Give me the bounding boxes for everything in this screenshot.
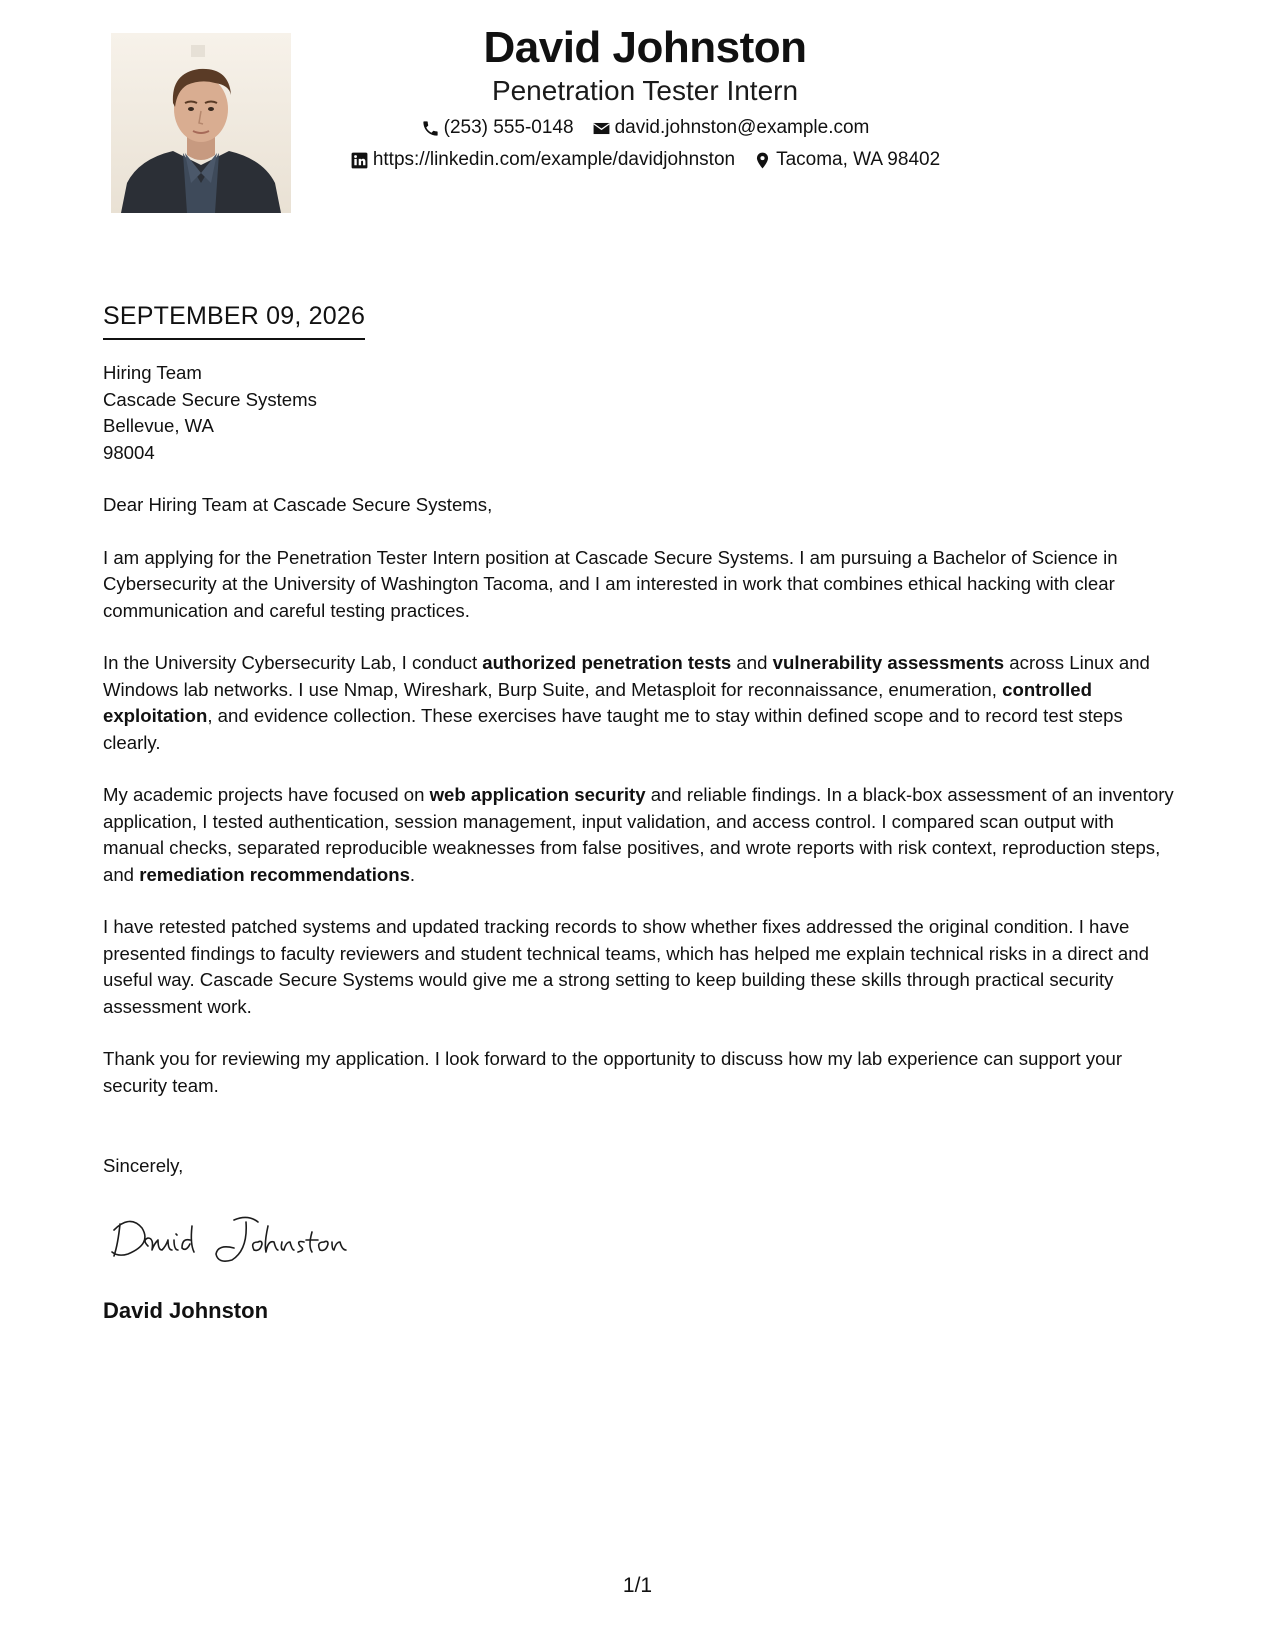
letter-date: SEPTEMBER 09, 2026 bbox=[103, 300, 365, 340]
linkedin-icon bbox=[350, 151, 369, 170]
applicant-title: Penetration Tester Intern bbox=[491, 75, 799, 106]
linkedin-text[interactable]: https://linkedin.com/example/davidjohnston bbox=[372, 149, 736, 170]
recipient-address bbox=[103, 360, 1178, 466]
paragraph-text: I am applying for the Penetration Tester Intern position at Cascade Secure Systems. I am pursuing a Bachelor of Science in Cybersecurity at the University of Washington Tacoma, and I am interested in work that combines ethical hacking with clear communication and careful testing practices. bbox=[103, 546, 1118, 621]
emphasized-phrase: authorized penetration tests bbox=[482, 652, 732, 673]
date-block bbox=[103, 300, 365, 340]
greeting: Dear Hiring Team at Cascade Secure Systems, bbox=[103, 494, 493, 515]
profile-photo bbox=[111, 33, 291, 213]
location-text: Tacoma, WA 98402 bbox=[776, 149, 941, 170]
paragraph-text: and reliable findings. In a black-box assessment of an inventory application, I tested authentication, session management, input validation, and access control. I compared scan output with manual checks, separated reproducible weaknesses from false positives, and wrote reports with risk context, reproduction steps, and bbox=[103, 784, 1174, 885]
paragraph-text: , and evidence collection. These exercises have taught me to stay within defined scope and to record test steps clearly. bbox=[103, 705, 1123, 753]
body-paragraph bbox=[103, 914, 1178, 1020]
paragraph-text: across Linux and Windows lab networks. I use Nmap, Wireshark, Burp Suite, and Metasploit for reconnaissance, enumeration, bbox=[103, 652, 1150, 700]
emphasized-phrase: web application security bbox=[429, 784, 646, 805]
contact-phone bbox=[421, 116, 574, 140]
contact-linkedin[interactable] bbox=[350, 148, 735, 172]
map-pin-icon bbox=[753, 151, 772, 170]
contact-location bbox=[753, 148, 940, 172]
signed-name: David Johnston bbox=[103, 1298, 269, 1323]
body-paragraphs bbox=[103, 545, 1178, 1100]
emphasized-phrase: controlled exploitation bbox=[103, 678, 1092, 726]
letter-body bbox=[103, 360, 1178, 1099]
recipient-line: Cascade Secure Systems bbox=[103, 388, 317, 410]
emphasized-phrase: remediation recommendations bbox=[139, 863, 410, 885]
recipient-line: 98004 bbox=[103, 441, 155, 463]
paragraph-text: and bbox=[731, 652, 773, 673]
paragraph-text: Thank you for reviewing my application. I look forward to the opportunity to discuss how my lab experience can support your security team. bbox=[103, 1048, 1123, 1096]
closing: Sincerely, bbox=[103, 1155, 184, 1176]
emphasized-phrase: vulnerability assessments bbox=[772, 652, 1005, 673]
phone-text: (253) 555-0148 bbox=[443, 117, 574, 138]
paragraph-text: . bbox=[409, 863, 416, 885]
contact-row-primary bbox=[300, 116, 990, 140]
paragraph-text: In the University Cybersecurity Lab, I conduct bbox=[103, 652, 483, 673]
applicant-name: David Johnston bbox=[483, 23, 807, 72]
body-paragraph bbox=[103, 782, 1178, 888]
page-number: 1/1 bbox=[622, 1574, 653, 1597]
contact-row-secondary bbox=[300, 148, 990, 172]
envelope-icon bbox=[592, 119, 611, 138]
contact-email[interactable] bbox=[592, 116, 870, 140]
phone-icon bbox=[421, 119, 440, 138]
recipient-line: Hiring Team bbox=[103, 362, 202, 383]
paragraph-text: I have retested patched systems and updated tracking records to show whether fixes addressed the original condition. I have presented findings to faculty reviewers and student technical teams, which has helped me explain technical risks in a direct and useful way. Cascade Secure Systems would give me a strong setting to keep building these skills through practical security assessment work. bbox=[103, 916, 1149, 1017]
body-paragraph bbox=[103, 1046, 1178, 1099]
letter-header bbox=[300, 22, 990, 172]
handwritten-signature bbox=[108, 1210, 348, 1275]
body-paragraph bbox=[103, 650, 1178, 756]
email-text[interactable]: david.johnston@example.com bbox=[614, 117, 870, 138]
paragraph-text: My academic projects have focused on bbox=[103, 784, 430, 805]
profile-photo-portrait bbox=[111, 33, 291, 213]
body-paragraph bbox=[103, 545, 1178, 625]
recipient-line: Bellevue, WA bbox=[103, 415, 214, 436]
signature-graphic bbox=[108, 1210, 348, 1270]
